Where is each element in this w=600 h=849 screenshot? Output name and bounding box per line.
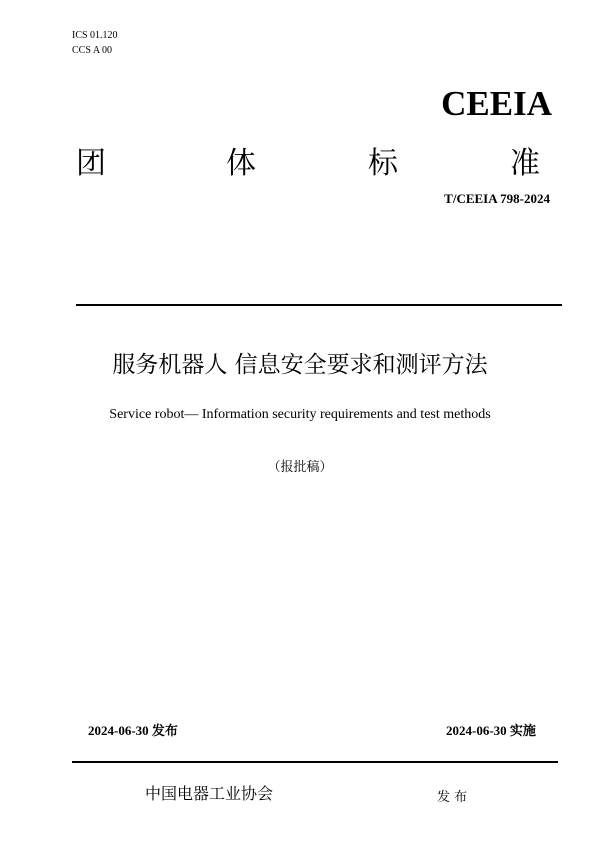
ccs-code: CCS A 00: [72, 45, 113, 56]
standard-code: T/CEEIA 798-2024: [444, 191, 550, 206]
standard-type-char: 体: [226, 146, 256, 181]
standard-type-char: 团: [76, 146, 106, 181]
publish-label: 发 布: [437, 790, 468, 805]
publish-date: 2024-06-30 发布: [88, 723, 178, 738]
title-english: Service robot— Information security requirements and test methods: [109, 407, 491, 422]
draft-status: （报批稿）: [267, 460, 333, 475]
title-chinese: 服务机器人 信息安全要求和测评方法: [112, 352, 488, 378]
ics-code: ICS 01.120: [72, 30, 118, 41]
bottom-divider: [72, 761, 558, 763]
org-abbreviation: CEEIA: [441, 84, 552, 123]
implement-date: 2024-06-30 实施: [446, 723, 536, 738]
top-divider: [76, 304, 562, 306]
standard-type-char: 准: [510, 146, 540, 181]
publisher-name: 中国电器工业协会: [145, 784, 274, 803]
standard-type-char: 标: [368, 146, 398, 181]
